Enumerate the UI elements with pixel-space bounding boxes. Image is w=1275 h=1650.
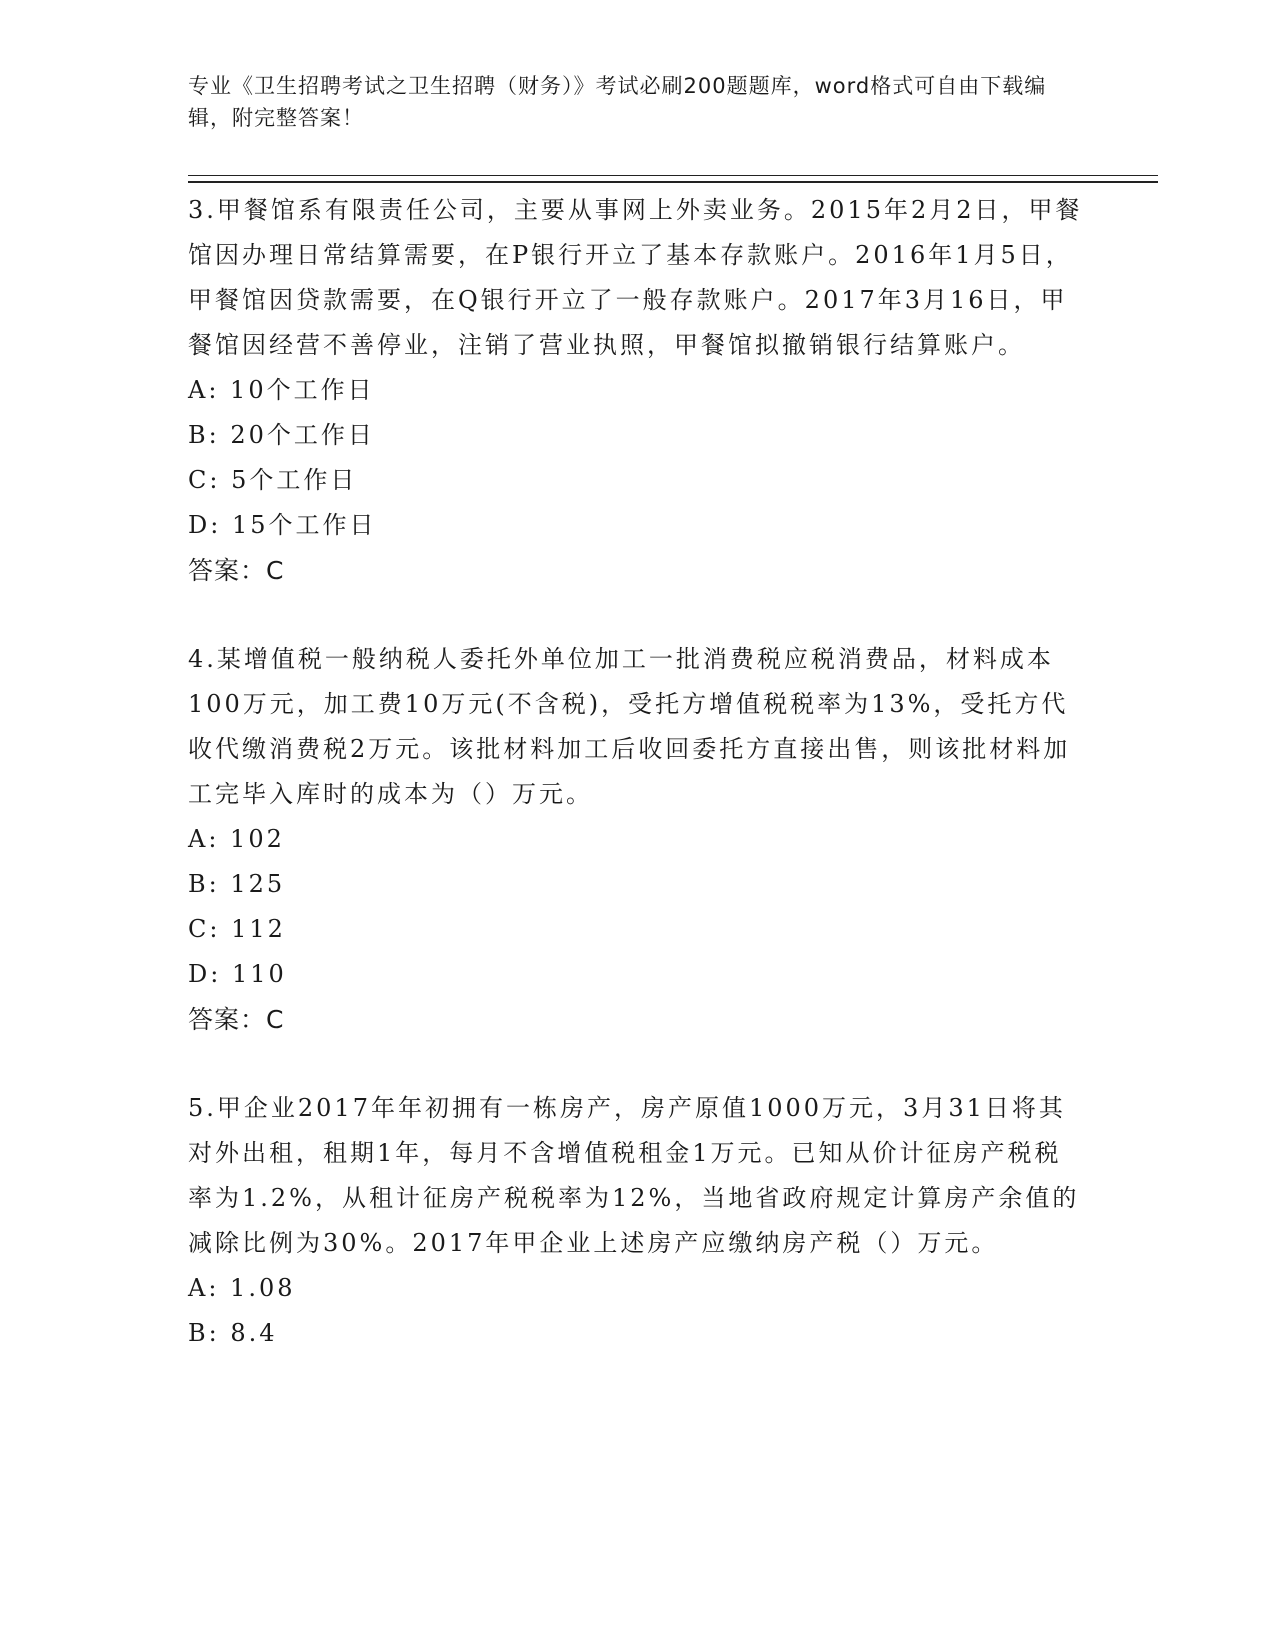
header-divider-thin [188, 175, 1158, 176]
question-item [188, 1086, 1088, 1356]
option-b: B: 20个工作日 [188, 421, 375, 449]
question-item [188, 637, 1088, 1042]
option-a: A: 1.08 [188, 1274, 296, 1302]
option-b: B: 125 [188, 870, 286, 898]
option-a: A: 10个工作日 [188, 376, 375, 404]
option-c: C: 112 [188, 915, 286, 943]
option-a: A: 102 [188, 825, 285, 853]
document-page [188, 70, 1148, 140]
question-stem: 4.某增值税一般纳税人委托外单位加工一批消费税应税消费品，材料成本100万元，加工费10万元(不含税)，受托方增值税税率为13%，受托方代收代缴消费税2万元。该批材料加工后收回委托方直接出售，则该批材料加工完毕入库时的成本为（）万元。 [188, 645, 1071, 808]
answer-line: 答案：C [188, 556, 285, 585]
question-stem: 3.甲餐馆系有限责任公司，主要从事网上外卖业务。2015年2月2日，甲餐馆因办理日常结算需要，在P银行开立了基本存款账户。2016年1月5日，甲餐馆因贷款需要，在Q银行开立了一般存款账户。2017年3月16日，甲餐馆因经营不善停业，注销了营业执照，甲餐馆拟撤销银行结算账户。 [188, 196, 1083, 359]
header-divider-thick [188, 181, 1158, 183]
answer-line: 答案：C [188, 1005, 285, 1034]
document-header: 专业《卫生招聘考试之卫生招聘（财务）》考试必刷200题题库，word格式可自由下载编辑，附完整答案！ [188, 74, 1047, 130]
option-b: B: 8.4 [188, 1319, 278, 1347]
option-d: D: 15个工作日 [188, 511, 377, 539]
option-c: C: 5个工作日 [188, 466, 358, 494]
option-d: D: 110 [188, 960, 287, 988]
question-item [188, 188, 1088, 593]
question-stem: 5.甲企业2017年年初拥有一栋房产，房产原值1000万元，3月31日将其对外出租，租期1年，每月不含增值税租金1万元。已知从价计征房产税税率为1.2%，从租计征房产税税率为12%，当地省政府规定计算房产余值的减除比例为30%。2017年甲企业上述房产应缴纳房产税（）万元。 [188, 1094, 1080, 1257]
question-list [188, 188, 1088, 1400]
